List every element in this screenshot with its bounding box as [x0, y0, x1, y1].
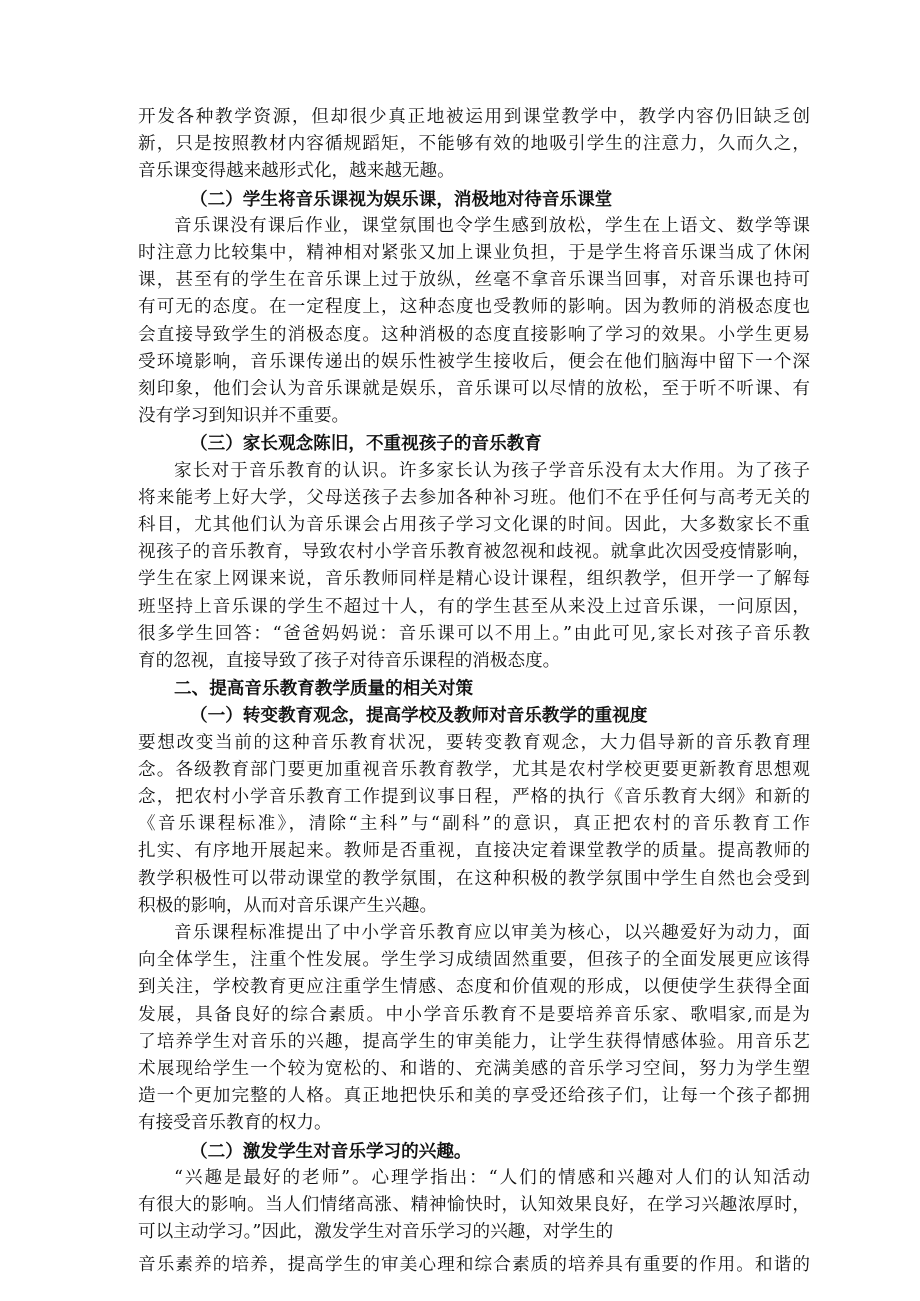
section-heading: （一）转变教育观念，提高学校及教师对音乐教学的重视度: [190, 705, 648, 727]
body-line: 念，把农村小学音乐教育工作提到议事日程，严格的执行《音乐教育大纲》和新的: [138, 787, 810, 807]
body-line: 音乐课变得越来越形式化，越来越无趣。: [138, 161, 455, 182]
chapter-heading: 二、提高音乐教育教学质量的相关对策: [174, 678, 474, 700]
section-heading: （二）激发学生对音乐学习的兴趣。: [190, 1140, 472, 1162]
body-line: 班坚持上音乐课的学生不超过十人，有的学生甚至从来没上过音乐课，一问原因，: [138, 596, 810, 617]
body-line: 很多学生回答：“爸爸妈妈说：音乐课可以不用上。”由此可见,家长对孩子音乐教: [138, 623, 810, 644]
section-heading: （二）学生将音乐课视为娱乐课，消极地对待音乐课堂: [190, 188, 613, 210]
body-line: “兴趣是最好的老师”。心理学指出：“人们的情感和兴趣对人们的认知活动: [174, 1167, 810, 1188]
body-line: 有很大的影响。当人们情绪高涨、精神愉快时，认知效果良好，在学习兴趣浓厚时，: [138, 1195, 810, 1215]
body-line: 术展现给学生一个较为宽松的、和谐的、充满美感的音乐学习空间，努力为学生塑: [138, 1059, 810, 1079]
body-line: 刻印象，他们会认为音乐课就是娱乐，音乐课可以尽情的放松，至于听不听课、有: [138, 379, 810, 399]
body-line: 有可无的态度。在一定程度上，这种态度也受教师的影响。因为教师的消极态度也: [138, 297, 810, 318]
body-line: 受环境影响，音乐课传递出的娱乐性被学生接收后，便会在他们脑海中留下一个深: [138, 351, 810, 372]
body-line: 没有学习到知识并不重要。: [138, 406, 350, 427]
body-line: 课，甚至有的学生在音乐课上过于放纵，丝毫不拿音乐课当回事，对音乐课也持可: [138, 270, 810, 291]
body-line: 扎实、有序地开展起来。教师是否重视，直接决定着课堂教学的质量。提高教师的: [138, 841, 810, 862]
body-line: 音乐课没有课后作业，课堂氛围也令学生感到放松，学生在上语文、数学等课: [174, 215, 810, 236]
body-line: 时注意力比较集中，精神相对紧张又加上课业负担，于是学生将音乐课当成了休闲: [138, 243, 810, 263]
body-line: 《音乐课程标准》，清除“主科”与“副科”的意识，真正把农村的音乐教育工作: [138, 814, 810, 835]
body-line: 音乐课程标准提出了中小学音乐教育应以审美为核心，以兴趣爱好为动力，面: [174, 923, 810, 943]
body-line: 科目，尤其他们认为音乐课会占用孩子学习文化课的时间。因此，大多数家长不重: [138, 515, 810, 535]
body-line: 可以主动学习。”因此，激发学生对音乐学习的兴趣，对学生的: [138, 1222, 614, 1243]
body-line: 发展，具备良好的综合素质。中小学音乐教育不是要培养音乐家、歌唱家,而是为: [138, 1004, 810, 1025]
body-line: 会直接导致学生的消极态度。这种消极的态度直接影响了学习的效果。小学生更易: [138, 324, 810, 345]
body-line: 有接受音乐教育的权力。: [138, 1113, 332, 1134]
body-line: 造一个更加完整的人格。真正地把快乐和美的享受还给孩子们，让每一个孩子都拥: [138, 1086, 810, 1107]
body-line: 要想改变当前的这种音乐教育状况，要转变教育观念，大力倡导新的音乐教育理: [138, 732, 810, 753]
body-line: 念。各级教育部门要更加重视音乐教育教学，尤其是农村学校更要更新教育思想观: [138, 759, 810, 780]
body-line: 音乐素养的培养，提高学生的审美心理和综合素质的培养具有重要的作用。和谐的: [138, 1255, 810, 1276]
body-line: 教学积极性可以带动课堂的教学氛围，在这种积极的教学氛围中学生自然也会受到: [138, 868, 810, 889]
body-line: 学生在家上网课来说，音乐教师同样是精心设计课程，组织教学，但开学一了解每: [138, 569, 810, 590]
body-line: 视孩子的音乐教育，导致农村小学音乐教育被忽视和歧视。就拿此次因受疫情影响，: [138, 542, 810, 563]
body-line: 向全体学生，注重个性发展。学生学习成绩固然重要，但孩子的全面发展更应该得: [138, 950, 810, 971]
body-line: 积极的影响，从而对音乐课产生兴趣。: [138, 895, 438, 916]
section-heading: （三）家长观念陈旧，不重视孩子的音乐教育: [190, 433, 542, 455]
body-line: 将来能考上好大学，父母送孩子去参加各种补习班。他们不在乎任何与高考无关的: [138, 487, 810, 508]
body-line: 开发各种教学资源，但却很少真正地被运用到课堂教学中，教学内容仍旧缺乏创: [138, 107, 810, 127]
body-line: 了培养学生对音乐的兴趣，提高学生的审美能力，让学生获得情感体验。用音乐艺: [138, 1031, 810, 1052]
body-line: 家长对于音乐教育的认识。许多家长认为孩子学音乐没有太大作用。为了孩子: [174, 460, 810, 481]
body-line: 到关注，学校教育更应注重学生情感、态度和价值观的形成，以便使学生获得全面: [138, 977, 810, 998]
body-line: 育的忽视，直接导致了孩子对待音乐课程的消极态度。: [138, 651, 561, 671]
body-line: 新，只是按照教材内容循规蹈矩，不能够有效的地吸引学生的注意力，久而久之，: [138, 134, 810, 155]
